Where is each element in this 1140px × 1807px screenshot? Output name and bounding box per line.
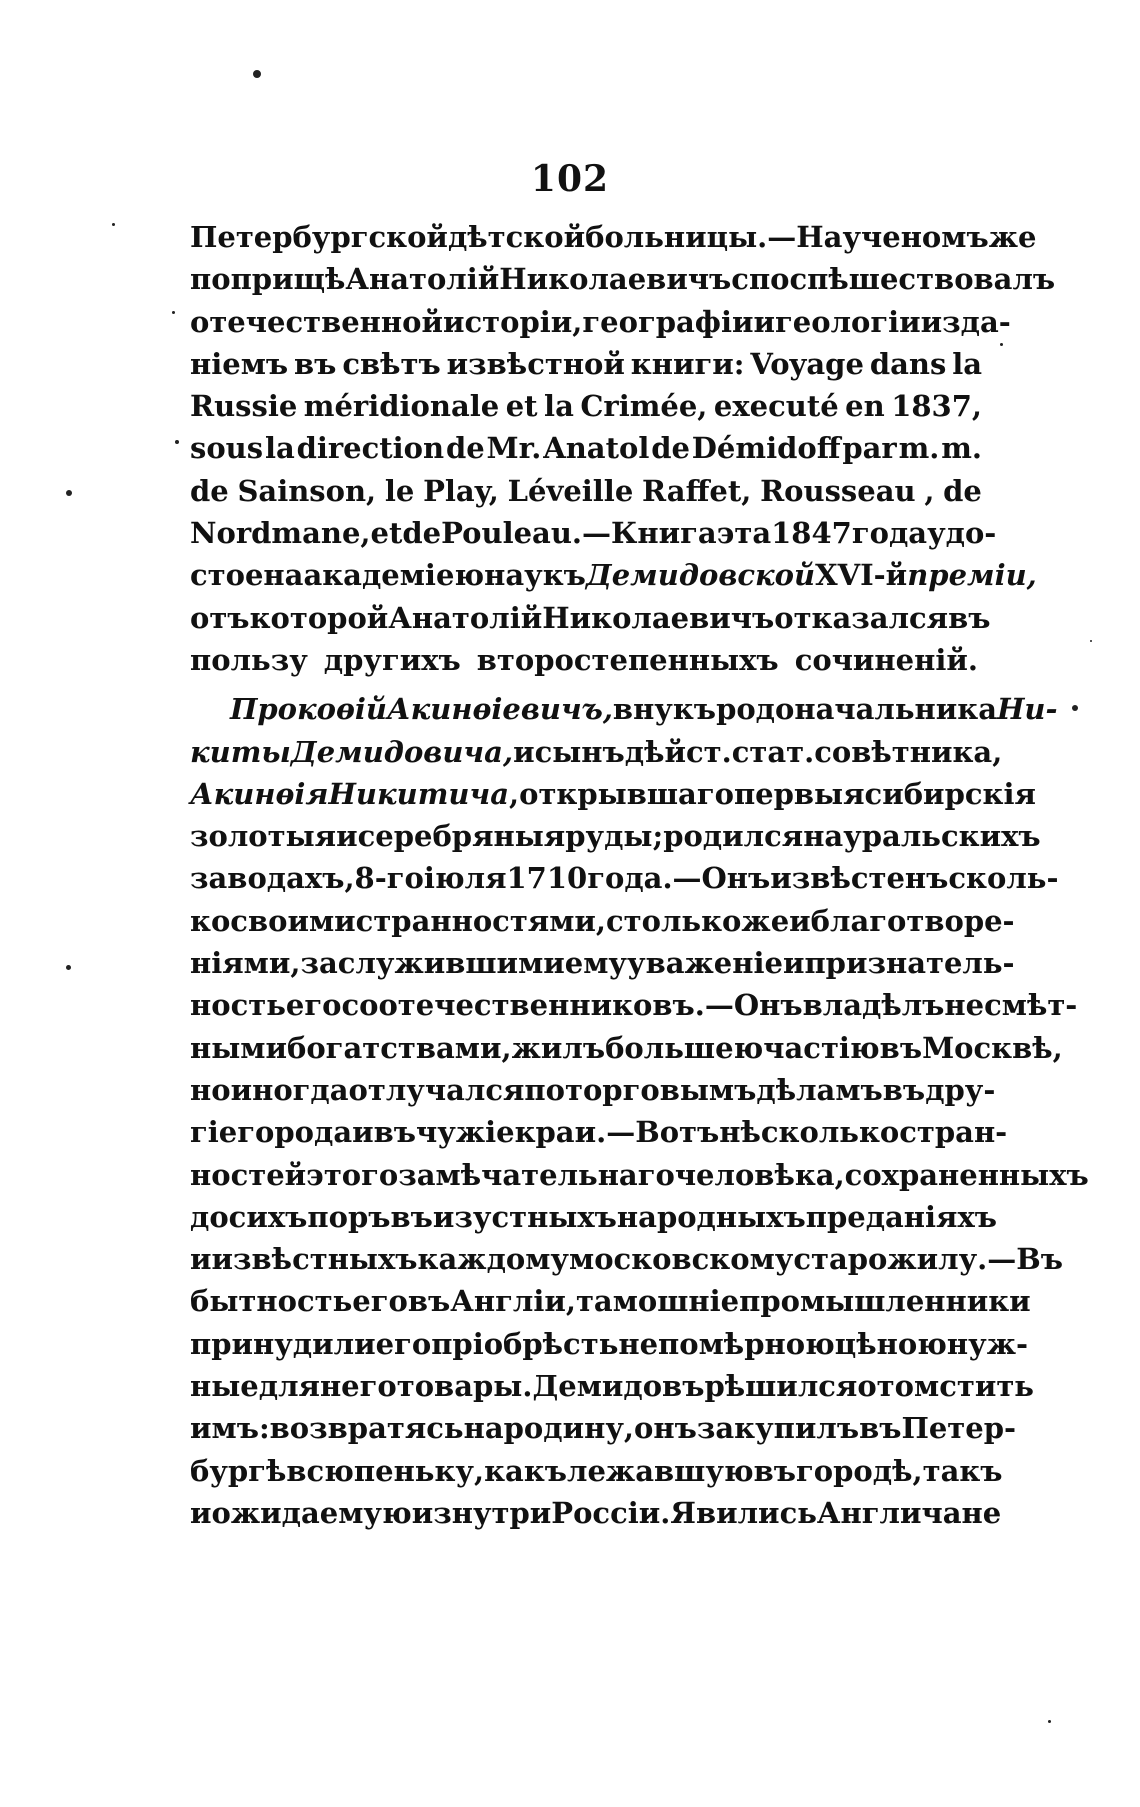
word: Петербургской <box>190 220 448 254</box>
word: странностями, <box>355 903 607 938</box>
word: direction <box>296 431 445 466</box>
text-line <box>190 385 982 427</box>
word: рѣшился <box>704 1369 858 1404</box>
text-line <box>190 1323 1029 1365</box>
word: par <box>842 431 897 466</box>
word: и <box>789 903 811 938</box>
word: родину, <box>503 1411 634 1446</box>
page-number: 102 <box>530 158 610 200</box>
word: гіе <box>190 1115 238 1150</box>
word: пріобрѣсть <box>431 1326 619 1361</box>
word: , <box>572 304 583 339</box>
word: ученомъ <box>842 220 989 254</box>
text-line <box>190 1492 1002 1534</box>
text-line <box>190 900 1015 942</box>
word: исторіи <box>442 304 573 339</box>
word: всю <box>286 1453 354 1488</box>
word: Акинѳія <box>190 776 329 811</box>
word: m. <box>898 431 940 466</box>
text-line <box>190 1111 1008 1153</box>
word: сколь- <box>948 861 1059 896</box>
word: méridionale <box>303 389 500 424</box>
word: отомстить <box>857 1369 1034 1404</box>
word: Russie <box>190 389 298 424</box>
word: наукъ <box>484 558 586 593</box>
text-line <box>190 1238 1064 1280</box>
word: частію <box>763 1030 880 1065</box>
word: московскому <box>569 1242 794 1277</box>
word: родоначальника <box>716 692 997 727</box>
word: человѣка, <box>674 1157 845 1192</box>
text-line <box>190 554 1037 596</box>
word: 1837, <box>891 389 982 424</box>
word: m. <box>941 431 982 466</box>
text-line <box>190 1280 1031 1322</box>
word: уральскихъ <box>843 819 1041 854</box>
word: старожилу.—Въ <box>793 1242 1064 1277</box>
word: , <box>290 946 301 981</box>
word: географіи <box>582 304 754 339</box>
word: изнутри <box>411 1495 552 1530</box>
word: Прокоѳій <box>230 692 388 727</box>
word: жилъ <box>511 1030 606 1065</box>
scan-speck <box>1000 343 1003 346</box>
word: Акинѳіевичъ, <box>387 692 613 727</box>
word: благотворе- <box>810 903 1015 938</box>
text-line <box>190 1154 1089 1196</box>
text-line <box>190 984 1078 1026</box>
word: ніемъ <box>190 346 289 381</box>
word: города <box>237 1115 353 1150</box>
word: въ <box>407 1284 451 1319</box>
text-line <box>190 258 1056 300</box>
word: серебряныя <box>357 819 566 854</box>
scan-speck <box>112 223 115 226</box>
word: ность <box>190 988 286 1023</box>
scan-speck <box>1048 1720 1051 1723</box>
word: 1710 <box>506 861 588 896</box>
word: богатствами, <box>287 1030 512 1065</box>
scan-speck <box>253 70 261 78</box>
word: XVI-й <box>815 558 908 593</box>
word: пользу <box>190 642 308 677</box>
word: киты <box>190 734 291 769</box>
word: 8-го <box>354 861 424 896</box>
text-line <box>190 216 1037 258</box>
word: отказался <box>774 600 949 635</box>
word: отъ <box>190 600 250 635</box>
word: каждому <box>417 1242 569 1277</box>
word: этого <box>306 1157 399 1192</box>
word: эта <box>716 516 772 551</box>
text-line <box>190 815 1041 857</box>
word: непомѣрною <box>618 1326 835 1361</box>
text-line <box>190 639 982 681</box>
scan-speck <box>172 311 175 314</box>
word: Pouleau.—Книга <box>441 516 717 551</box>
word: и <box>513 734 535 769</box>
word: ніями <box>190 946 291 981</box>
word: до <box>190 1199 229 1234</box>
word: стоена <box>190 558 304 593</box>
word: него <box>319 1369 397 1404</box>
word: другихъ <box>323 642 461 677</box>
word: замѣчательнаго <box>398 1157 675 1192</box>
text-line <box>190 470 982 512</box>
text-line <box>190 731 1003 773</box>
word: дѣламъ <box>756 1072 883 1107</box>
word: изустныхъ <box>432 1199 617 1234</box>
word: le <box>384 473 415 508</box>
word: несмѣт- <box>944 988 1078 1023</box>
text-line <box>190 1027 1063 1069</box>
word: же <box>988 220 1037 254</box>
word: удо- <box>927 516 997 551</box>
word: Демидовъ <box>532 1369 705 1404</box>
word: Англіи, <box>450 1284 576 1319</box>
word: нуж- <box>946 1326 1029 1361</box>
word: въ <box>859 1411 902 1446</box>
word: Rousseau <box>760 473 916 508</box>
word: по <box>524 1072 565 1107</box>
word: его <box>352 1284 408 1319</box>
word: но <box>190 1072 231 1107</box>
word: изда- <box>920 304 1011 339</box>
word: въ <box>879 1030 923 1065</box>
word: Ни- <box>997 692 1058 727</box>
word: владѣлъ <box>802 988 945 1023</box>
word: ожидаемую <box>211 1495 412 1530</box>
word: Никитича <box>328 776 509 811</box>
word: принудили <box>190 1326 376 1361</box>
word: Николаевичъ <box>542 600 775 635</box>
scan-speck <box>175 440 179 444</box>
word: родился <box>663 819 804 854</box>
word: Англичане <box>816 1495 1002 1530</box>
word: дѣтской <box>447 220 586 254</box>
word: на <box>463 1411 504 1446</box>
word: свѣтъ <box>342 346 441 381</box>
word: Nordmane, <box>190 516 371 551</box>
word: ему <box>564 946 627 981</box>
word: Démidoff <box>691 431 841 466</box>
word: и <box>336 819 358 854</box>
text-line <box>190 773 1036 815</box>
paragraph-1 <box>190 216 1056 681</box>
word: иногда <box>230 1072 349 1107</box>
word: ко <box>190 903 231 938</box>
word: чужіе <box>416 1115 515 1150</box>
word: признатель- <box>804 946 1015 981</box>
word: Россіи. <box>551 1495 671 1530</box>
word: золотыя <box>190 819 337 854</box>
word: Явились <box>670 1495 817 1530</box>
word: его <box>285 988 342 1023</box>
word: Play, <box>423 473 499 508</box>
word: de <box>651 431 690 466</box>
word: сихъ <box>228 1199 308 1234</box>
word: ностей <box>190 1157 307 1192</box>
word: поприщѣ <box>190 262 346 297</box>
word: сохраненныхъ <box>844 1157 1089 1192</box>
body-text <box>190 216 1089 1534</box>
text-line <box>190 1196 998 1238</box>
word: тамошніе <box>575 1284 740 1319</box>
word: извѣстенъ <box>770 861 949 896</box>
word: больницы.—На <box>585 220 843 254</box>
word: поръ <box>307 1199 391 1234</box>
word: краи.—Вотъ <box>514 1115 720 1150</box>
word: въ <box>390 1199 433 1234</box>
word: городѣ, <box>796 1453 923 1488</box>
word: имъ: <box>190 1411 270 1446</box>
scan-speck <box>66 490 72 496</box>
word: академіею <box>303 558 485 593</box>
word: sous <box>190 431 264 466</box>
text-line <box>190 688 1058 730</box>
word: торговымъ <box>565 1072 757 1107</box>
text-line <box>190 427 982 469</box>
word: бытность <box>190 1284 353 1319</box>
word: Демидовской <box>585 558 816 593</box>
word: которой <box>249 600 389 635</box>
word: Mr. <box>486 431 542 466</box>
word: цѣною <box>834 1326 947 1361</box>
text-line <box>190 1450 1003 1492</box>
word: Crimée, <box>580 389 708 424</box>
word: извѣстныхъ <box>211 1242 418 1277</box>
word: Anatol <box>543 431 650 466</box>
word: книги: <box>630 346 745 381</box>
word: товары. <box>396 1369 533 1404</box>
text-line <box>190 597 991 639</box>
word: la <box>952 346 982 381</box>
text-line <box>190 857 1059 899</box>
word: Николаевичъ <box>499 262 732 297</box>
text-line <box>190 343 982 385</box>
text-line <box>190 1365 1034 1407</box>
word: la <box>264 431 295 466</box>
word: промышленники <box>739 1284 1031 1319</box>
word: дру- <box>925 1072 996 1107</box>
word: года <box>851 516 928 551</box>
word: возвратясь <box>269 1411 464 1446</box>
word: 1847 <box>771 516 852 551</box>
word: геологіи <box>775 304 921 339</box>
word: Москвѣ, <box>922 1030 1063 1065</box>
word: Voyage <box>750 346 864 381</box>
word: лежавшую <box>567 1453 754 1488</box>
word: совѣтника, <box>814 734 1003 769</box>
word: открывшаго <box>519 776 734 811</box>
word: и <box>190 1242 212 1277</box>
word: , <box>509 776 520 811</box>
text-line <box>190 1069 996 1111</box>
word: въ <box>373 1115 417 1150</box>
word: ные <box>190 1369 259 1404</box>
word: заводахъ, <box>190 861 355 896</box>
word: народныхъ <box>616 1199 806 1234</box>
word: въ <box>882 1072 926 1107</box>
word: и <box>352 1115 374 1150</box>
word: внукъ <box>612 692 717 727</box>
word: уваженіе <box>627 946 783 981</box>
word: de <box>402 516 442 551</box>
scan-speck <box>66 965 71 970</box>
scan-speck <box>1090 640 1092 642</box>
word: и <box>753 304 775 339</box>
word: отлучался <box>348 1072 525 1107</box>
word: Петер- <box>901 1411 1017 1446</box>
word: же <box>741 903 790 938</box>
word: первыя <box>733 776 865 811</box>
word: такъ <box>922 1453 1003 1488</box>
word: въ <box>753 1453 797 1488</box>
scan-speck <box>1072 705 1078 711</box>
word: споспѣшествовалъ <box>731 262 1056 297</box>
word: извѣстной <box>446 346 625 381</box>
word: руды; <box>565 819 664 854</box>
word: дѣйст. <box>624 734 732 769</box>
word: преданіяхъ <box>805 1199 998 1234</box>
text-line <box>190 512 997 554</box>
word: его <box>375 1326 432 1361</box>
word: , <box>924 473 935 508</box>
word: et <box>370 516 403 551</box>
word: и <box>782 946 805 981</box>
word: и <box>190 1495 212 1530</box>
word: Raffet, <box>642 473 752 508</box>
word: онъ <box>634 1411 697 1446</box>
word: ными <box>190 1030 287 1065</box>
word: et <box>505 389 538 424</box>
text-line <box>190 942 1015 984</box>
word: какъ <box>484 1453 568 1488</box>
word: нѣсколько <box>719 1115 900 1150</box>
word: на <box>803 819 844 854</box>
text-line <box>190 1407 1017 1449</box>
paragraph-2 <box>190 688 1089 1534</box>
word: Анатолій <box>388 600 543 635</box>
text-line <box>190 301 1011 343</box>
word: въ <box>948 600 991 635</box>
word: de <box>445 431 485 466</box>
word: de <box>943 473 982 508</box>
word: стран- <box>899 1115 1008 1150</box>
word: второстепенныхъ <box>476 642 779 677</box>
word: столько <box>606 903 742 938</box>
word: отечественной <box>190 304 443 339</box>
word: въ <box>294 346 337 381</box>
word: закупилъ <box>696 1411 860 1446</box>
word: executé <box>713 389 839 424</box>
word: пеньку, <box>353 1453 485 1488</box>
word: для <box>258 1369 320 1404</box>
word: большею <box>605 1030 764 1065</box>
word: заслужившими <box>300 946 565 981</box>
word: de <box>190 473 229 508</box>
word: стат. <box>731 734 815 769</box>
word: іюля <box>423 861 507 896</box>
word: dans <box>869 346 947 381</box>
word: Léveille <box>507 473 634 508</box>
word: преміи, <box>907 558 1037 593</box>
word: сибирскія <box>864 776 1036 811</box>
word: en <box>845 389 885 424</box>
word: соотечественниковъ.—Онъ <box>341 988 803 1023</box>
word: сочиненій. <box>794 642 978 677</box>
word: la <box>544 389 574 424</box>
word: Демидовича, <box>290 734 514 769</box>
word: Sainson, <box>237 473 377 508</box>
word: года.—Онъ <box>587 861 771 896</box>
word: Анатолій <box>345 262 500 297</box>
word: бургѣ <box>190 1453 287 1488</box>
word: сынъ <box>534 734 625 769</box>
word: своими <box>230 903 356 938</box>
